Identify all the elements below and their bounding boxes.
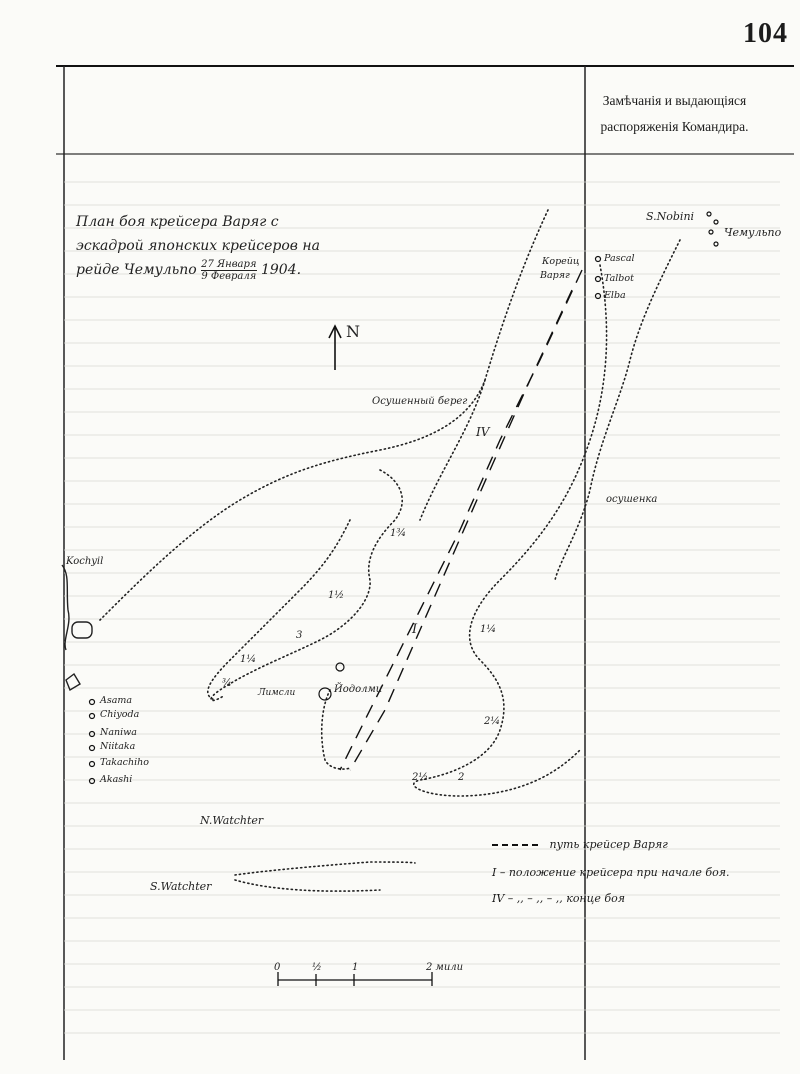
japanese-ship-niitaka: Niitaka: [100, 741, 136, 752]
scale-bar: [278, 972, 432, 986]
remarks-header: [592, 88, 757, 140]
label-dry-shore: Осушенный берег: [372, 396, 468, 407]
label-yodolmi: Йодолми: [334, 684, 383, 695]
label-n-watchter: N.Watchter: [200, 814, 264, 827]
ship-label-pascal: Pascal: [604, 253, 635, 264]
middle-shoal-contour-b: [208, 520, 350, 700]
japanese-ship-asama: Asama: [100, 695, 133, 706]
depth-label-6: 2½: [412, 772, 429, 783]
shoal-contours: [100, 210, 680, 891]
right-shoal-contour: [414, 265, 607, 796]
scale-tick-1: 1: [352, 962, 359, 973]
north-label: N: [346, 322, 360, 341]
title-line3-place: рейде Чемульпо: [76, 262, 197, 278]
japanese-ship-akashi: Akashi: [100, 774, 133, 785]
label-osushka: осушенка: [606, 494, 658, 505]
legend-dash-swatch: [492, 844, 538, 846]
japanese-ship-chiyoda: Chiyoda: [100, 709, 140, 720]
coast-line-west: [62, 565, 69, 650]
title-date-bottom: 9 Февраля: [201, 270, 257, 282]
ship-label-varyag: Варяг: [540, 270, 570, 281]
north-arrow: [329, 326, 341, 370]
scale-tick-0: 0: [274, 962, 281, 973]
ship-label-koreets: Корейц: [542, 256, 580, 267]
scale-tick-2: 2 мили: [426, 962, 464, 973]
west-coast: [62, 565, 92, 690]
depth-label-8: ¾: [222, 678, 232, 689]
depth-label-2: 1½: [328, 590, 345, 601]
japanese-ship-naniwa: Naniwa: [100, 727, 137, 738]
watchter-shoal-bottom: [235, 880, 380, 891]
title-line1: План боя крейсера Варяг с: [76, 214, 279, 230]
remarks-header-line1: Замѣчанія и выдающіяся: [602, 93, 747, 108]
depth-label-7: 2: [458, 772, 465, 783]
label-s-watchter: S.Watchter: [150, 880, 212, 893]
ship-label-nobini: S.Nobini: [646, 210, 695, 223]
title-date-top: 27 Января: [201, 258, 257, 270]
page-number: 104: [743, 18, 788, 49]
small-island-a: [72, 622, 92, 638]
varyag-path: [340, 270, 582, 770]
depth-label-4: 1¼: [480, 624, 497, 635]
depth-label-1: 1¾: [390, 528, 407, 539]
ship-label-elba: Elba: [604, 290, 626, 301]
legend-start: I – положение крейсера при начале боя.: [492, 866, 730, 879]
label-fisherman: Kochyil: [66, 556, 104, 567]
scale-tick-half: ½: [312, 962, 322, 973]
label-limsi: Лимсли: [258, 688, 296, 698]
legend-end: IV – ,, – ,, – ,, конце боя: [492, 892, 625, 905]
middle-shoal-contour-a: [211, 470, 402, 700]
title-line3: [76, 258, 326, 282]
remarks-header-line2: распоряженія Командира.: [600, 119, 749, 134]
depth-label-3: 3: [296, 630, 303, 641]
position-mark-iv: IV: [476, 425, 490, 439]
ship-label-talbot: Talbot: [604, 273, 634, 284]
title-line2: эскадрой японских крейсеров на: [76, 238, 320, 254]
title-date-fraction: [201, 259, 256, 282]
watchter-shoal-top: [235, 862, 415, 875]
legend-path: [492, 838, 668, 851]
legend-path-text: путь крейсер Варяг: [549, 838, 668, 851]
depth-label-5: 2¼: [484, 716, 501, 727]
map-title: [76, 210, 326, 282]
ship-label-chemulpo: Чемульпо: [724, 226, 782, 239]
position-mark-i: I: [412, 622, 418, 637]
depth-label-9: 1¼: [240, 654, 257, 665]
varyag-course-return: [350, 290, 572, 770]
varyag-course-outbound: [340, 270, 582, 770]
title-year: 1904.: [260, 262, 302, 278]
japanese-ship-takachiho: Takachiho: [100, 757, 149, 768]
